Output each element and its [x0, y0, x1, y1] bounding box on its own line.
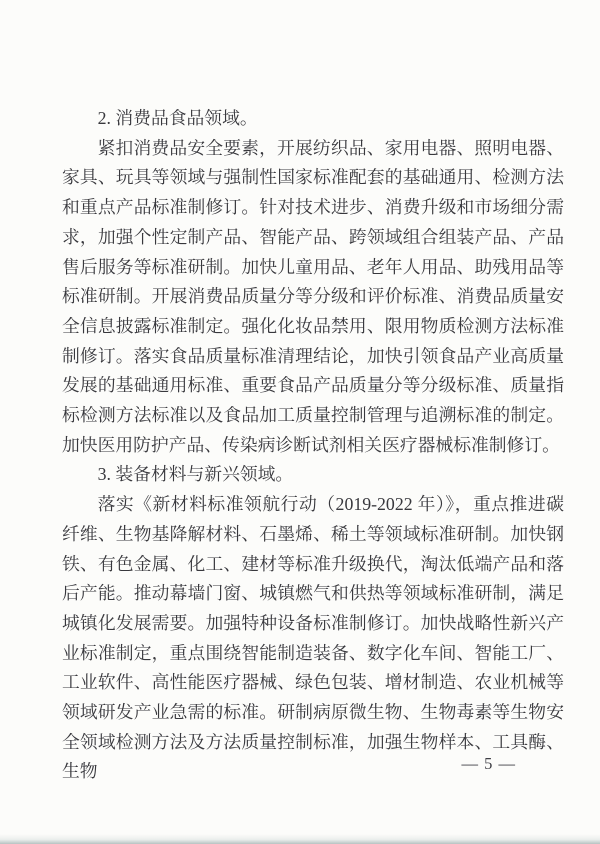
section-heading-equipment-materials: 3. 装备材料与新兴领域。 [97, 464, 294, 485]
document-body [62, 104, 564, 787]
page-number: — 5 — [461, 754, 516, 773]
paragraph-equipment-materials-standards: 落实《新材料标准领航行动（2019-2022 年）》，重点推进碳纤维、生物基降解材料、石墨烯、稀土等领域标准研制。加快钢铁、有色金属、化工、建材等标准升级换代，淘汰低端产品和落后产能。推动幕墙门窗、城镇燃气和供热等领域标准研制，满足城镇化发展需要。加强特种设备标准制修订。加快战略性新兴产业标准制定，重点围绕智能制造装备、数字化车间、智能工厂、工业软件、高性能医疗器械、绿色包装、增材制造、农业机械等领域研发产业急需的标准。研制病原微生物、生物毒素等生物安全领域检测方法及方法质量控制标准，加强生物样本、工具酶、生物 [62, 494, 564, 782]
paragraph-consumer-food-standards: 紧扣消费品安全要素，开展纺织品、家用电器、照明电器、家具、玩具等领域与强制性国家标准配套的基础通用、检测方法和重点产品标准制修订。针对技术进步、消费升级和市场细分需求，加强个性定制产品、智能产品、跨领域组合组装产品、产品售后服务等标准研制。加快儿童用品、老年人用品、助残用品等标准研制。开展消费品质量分等分级和评价标准、消费品质量安全信息披露标准制定。强化化妆品禁用、限用物质检测方法标准制修订。落实食品质量标准清理结论，加快引领食品产业高质量发展的基础通用标准、重要食品产品质量分等分级标准、质量指标检测方法标准以及食品加工质量控制管理与追溯标准的制定。加快医用防护产品、传染病诊断试剂相关医疗器械标准制修订。 [62, 137, 564, 455]
section-heading-consumer-food: 2. 消费品食品领域。 [97, 108, 258, 128]
